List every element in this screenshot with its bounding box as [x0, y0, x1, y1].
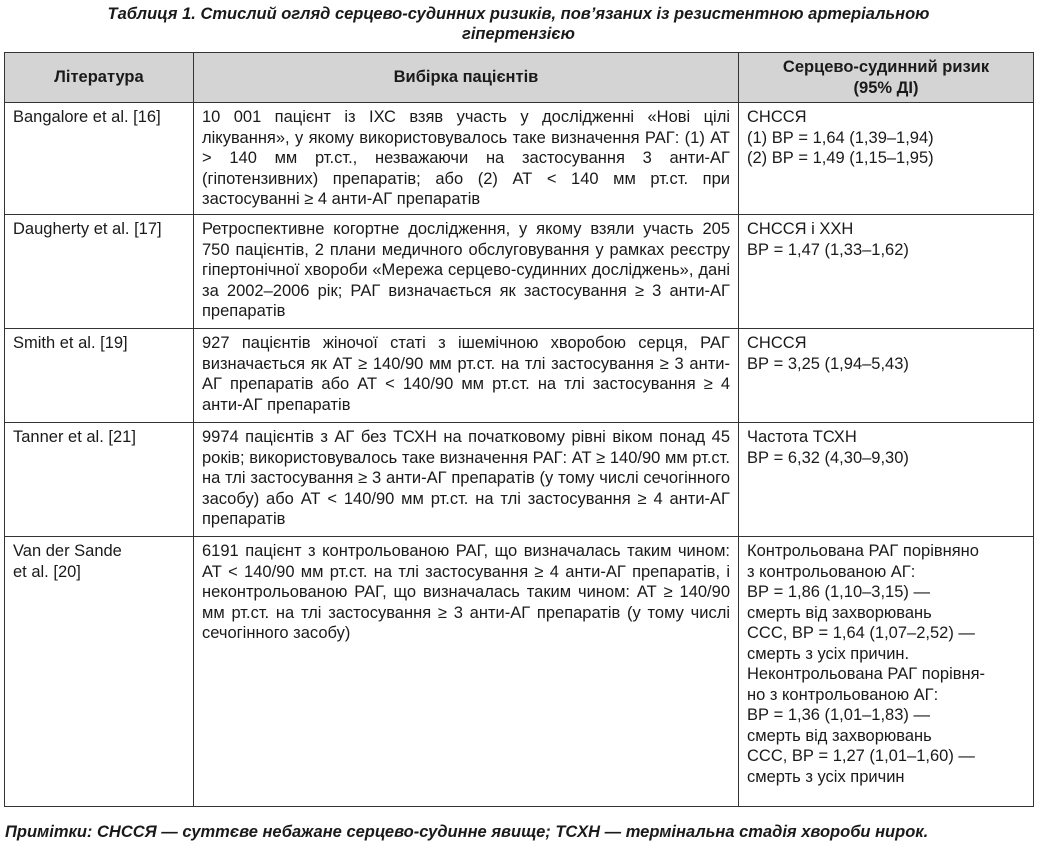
caption-line-1: Таблиця 1. Стислий огляд серцево-судинних ризиків, пов’язаних із резистентною артеріальною	[107, 5, 930, 23]
table-footnote: Примітки: СНССЯ — суттєве небажане серцево-судинне явище; ТСХН — термінальна стадія хвороби нирок.	[5, 823, 929, 841]
risk-line: ССС, ВР = 1,27 (1,01–1,60) —	[747, 747, 975, 765]
cell-risk	[739, 215, 1034, 329]
table-row	[5, 103, 1034, 215]
risk-line: ВР = 3,25 (1,94–5,43)	[747, 354, 909, 373]
cell-literature	[5, 329, 194, 423]
header-risk-line-2: (95% ДІ)	[853, 78, 919, 97]
risk-line: (2) ВР = 1,49 (1,15–1,95)	[747, 149, 934, 167]
risk-line: ВР = 1,36 (1,01–1,83) —	[747, 706, 930, 724]
risk-line: СНССЯ	[747, 334, 807, 352]
literature-line: Tanner et al. [21]	[13, 428, 136, 446]
cell-sample: 6191 пацієнт з контрольованою РАГ, що визначалась таким чином: АТ < 140/90 мм рт.ст. на тлі застосування ≥ 4 анти-АГ препаратів, і неконтрольованою РАГ, що визначалась таким чином: АТ ≥ 140/90 мм рт.ст. на тлі застосування ≥ 3 анти-АГ препаратів (у тому числі сечогінного засобу)	[194, 537, 739, 807]
cell-literature	[5, 103, 194, 215]
table-row	[5, 215, 1034, 329]
header-sample: Вибірка пацієнтів	[194, 53, 739, 103]
caption-line-2: гіпертензією	[462, 25, 575, 43]
table-row	[5, 423, 1034, 537]
cell-sample: 9974 пацієнтів з АГ без ТСХН на початковому рівні віком понад 45 років; використовувалось таке визначення РАГ: АТ ≥ 140/90 мм рт.ст. на тлі застосування ≥ 3 анти-АГ препаратів (у тому числі сечогінного засобу) або АТ < 140/90 мм рт.ст. на тлі застосування ≥ 4 анти-АГ препаратів	[194, 423, 739, 537]
cell-sample: Ретроспективне когортне дослідження, у якому взяли участь 205 750 пацієнтів, 2 плани медичного обслуговування у рамках реєстру гіпертонічної хвороби «Мережа серцево-судинних досліджень», дані за 2002–2006 рік; РАГ визначається як застосування ≥ 3 анти-АГ препаратів	[194, 215, 739, 329]
literature-line: Bangalore et al. [16]	[13, 108, 161, 126]
header-risk-line-1: Серцево-судинний ризик	[782, 58, 990, 76]
risk-line: Неконтрольована РАГ порівня-	[747, 665, 986, 683]
cell-risk	[739, 537, 1034, 807]
table-row	[5, 537, 1034, 807]
risk-line: ССС, ВР = 1,64 (1,07–2,52) —	[747, 624, 975, 642]
cell-sample: 927 пацієнтів жіночої статі з ішемічною хворобою серця, РАГ визначається як АТ ≥ 140/90 мм рт.ст. на тлі застосування ≥ 3 анти-АГ препаратів або АТ < 140/90 мм рт.ст. на тлі застосування ≥ 4 анти-АГ препаратів	[194, 329, 739, 423]
cell-sample: 10 001 пацієнт із ІХС взяв участь у дослідженні «Нові цілі лікування», у якому використовувалось таке визначення РАГ: (1) АТ > 140 мм рт.ст., незважаючи на застосування 3 анти-АГ (гіпотензивних) препаратів; або (2) АТ < 140 мм рт.ст. при застосуванні ≥ 4 анти-АГ препаратів	[194, 103, 739, 215]
cell-literature	[5, 537, 194, 807]
risk-line: но з контрольованою АГ:	[747, 685, 939, 704]
table-caption	[0, 4, 1037, 44]
literature-line: Van der Sande	[13, 542, 122, 560]
risk-line: ВР = 1,47 (1,33–1,62)	[747, 240, 909, 259]
risk-line: смерть від захворювань	[747, 726, 932, 745]
table-body	[5, 103, 1034, 807]
table-row	[5, 329, 1034, 423]
risk-line: СНССЯ і ХХН	[747, 220, 854, 238]
risk-line: Контрольована РАГ порівняно	[747, 542, 979, 560]
risk-line: смерть від захворювань	[747, 603, 932, 622]
header-risk	[739, 53, 1034, 103]
cell-risk	[739, 423, 1034, 537]
risk-table	[4, 52, 1034, 807]
risk-line: смерть з усіх причин	[747, 767, 905, 786]
cell-risk	[739, 103, 1034, 215]
risk-line: смерть з усіх причин.	[747, 644, 910, 663]
risk-line: ВР = 1,86 (1,10–3,15) —	[747, 583, 930, 601]
literature-line: et al. [20]	[13, 562, 81, 581]
risk-line: (1) ВР = 1,64 (1,39–1,94)	[747, 128, 934, 147]
cell-literature	[5, 423, 194, 537]
risk-line: з контрольованою АГ:	[747, 562, 916, 581]
risk-line: ВР = 6,32 (4,30–9,30)	[747, 448, 909, 467]
risk-line: СНССЯ	[747, 108, 807, 126]
table-header-row	[5, 53, 1034, 103]
literature-line: Smith et al. [19]	[13, 334, 128, 352]
literature-line: Daugherty et al. [17]	[13, 220, 162, 238]
header-literature: Література	[5, 53, 194, 103]
cell-risk	[739, 329, 1034, 423]
cell-literature	[5, 215, 194, 329]
risk-line: Частота ТСХН	[747, 428, 857, 446]
